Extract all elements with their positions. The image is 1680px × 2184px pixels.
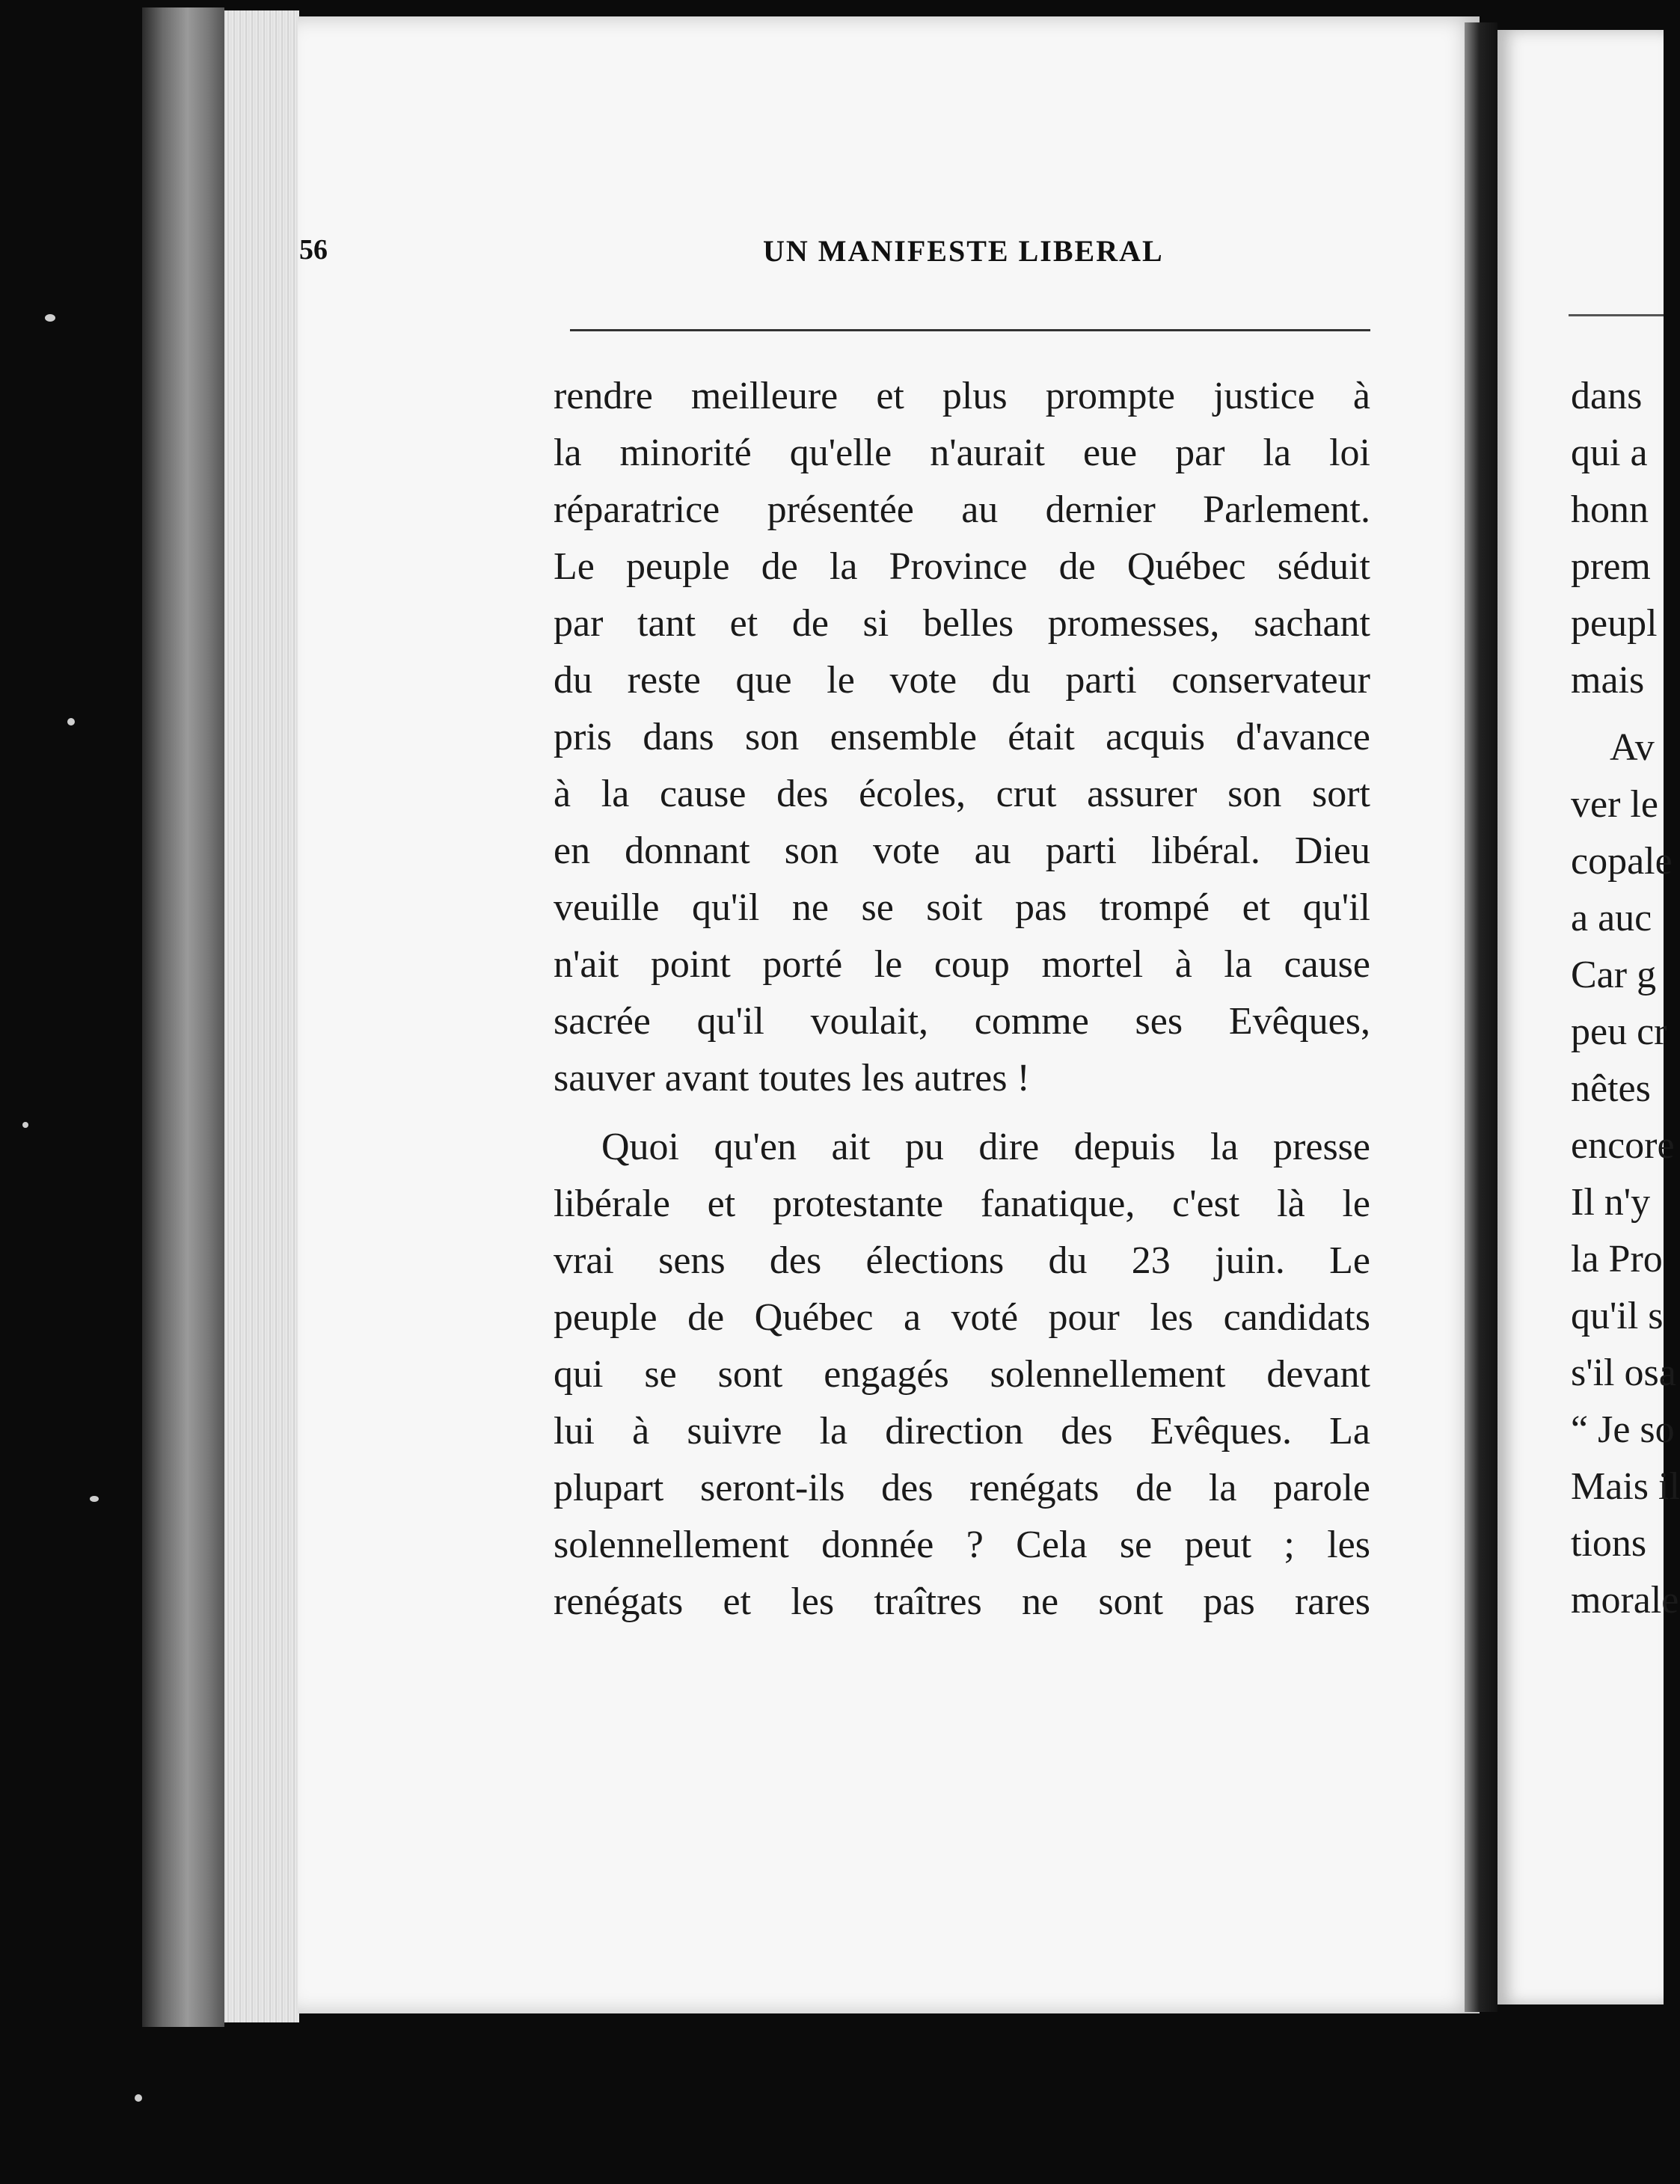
text-line: peu cr xyxy=(1571,1010,1667,1053)
text-line: peupl xyxy=(1571,602,1658,645)
text-line: qui a xyxy=(1571,432,1648,474)
text-line: tions xyxy=(1571,1522,1647,1565)
text-line: peuple de Québec a voté pour les candidats xyxy=(554,1296,1370,1339)
text-line: du reste que le vote du parti conservateur xyxy=(554,659,1370,702)
text-line: copale xyxy=(1571,840,1673,883)
text-line: nêtes xyxy=(1571,1067,1651,1110)
text-line: Car g xyxy=(1571,954,1657,996)
text-line: par tant et de si belles promesses, sachant xyxy=(554,602,1370,645)
text-line: sauver avant toutes les autres ! xyxy=(554,1057,1030,1099)
text-line: Mais il xyxy=(1571,1465,1680,1508)
scan-speck xyxy=(90,1496,99,1502)
text-line: Le peuple de la Province de Québec séduit xyxy=(554,545,1370,588)
scan-speck xyxy=(22,1122,28,1128)
text-line: vrai sens des élections du 23 juin. Le xyxy=(554,1239,1370,1282)
text-line: a auc xyxy=(1571,897,1652,939)
text-line: encore xyxy=(1571,1124,1675,1167)
text-line: morale xyxy=(1571,1579,1679,1622)
page-stack-edge xyxy=(224,10,299,2022)
text-line: solennellement donnée ? Cela se peut ; les xyxy=(554,1524,1370,1566)
text-line: pris dans son ensemble était acquis d'avance xyxy=(554,716,1370,758)
text-line: réparatrice présentée au dernier Parlement. xyxy=(554,488,1370,531)
text-line: dans xyxy=(1571,375,1643,417)
scan-speck xyxy=(45,314,55,322)
text-line: Quoi qu'en ait pu dire depuis la presse xyxy=(601,1126,1370,1168)
text-line: “ Je so xyxy=(1571,1408,1675,1451)
text-line: lui à suivre la direction des Evêques. La xyxy=(554,1410,1370,1453)
text-line: libérale et protestante fanatique, c'est là le xyxy=(554,1183,1370,1225)
text-line: ver le xyxy=(1571,783,1658,826)
running-title: UN MANIFESTE LIBERAL xyxy=(763,234,1164,268)
scan-speck xyxy=(67,718,75,726)
text-line: s'il osa xyxy=(1571,1352,1676,1394)
text-line: plupart seront-ils des renégats de la parole xyxy=(554,1467,1370,1509)
text-line: prem xyxy=(1571,545,1651,588)
page-number: 56 xyxy=(299,234,328,266)
text-line: honn xyxy=(1571,488,1649,531)
scan-speck xyxy=(135,2094,142,2102)
text-line: qu'il s xyxy=(1571,1295,1664,1337)
book-edge-shadow xyxy=(142,7,224,2027)
text-line: qui se sont engagés solennellement devant xyxy=(554,1353,1370,1396)
text-line: renégats et les traîtres ne sont pas rares xyxy=(554,1580,1370,1623)
text-line: sacrée qu'il voulait, comme ses Evêques, xyxy=(554,1000,1370,1043)
text-line: la Pro xyxy=(1571,1238,1663,1280)
header-rule xyxy=(1569,314,1664,316)
header-rule xyxy=(570,329,1370,331)
text-line: veuille qu'il ne se soit pas trompé et qu'il xyxy=(554,886,1370,929)
book-gutter xyxy=(1465,22,1497,2012)
right-page xyxy=(1497,30,1680,2004)
text-line: mais xyxy=(1571,659,1645,702)
text-line: la minorité qu'elle n'aurait eue par la loi xyxy=(554,432,1370,474)
text-line: en donnant son vote au parti libéral. Dieu xyxy=(554,829,1370,872)
text-line: Av xyxy=(1610,726,1655,769)
text-line: Il n'y xyxy=(1571,1181,1651,1224)
text-line: à la cause des écoles, crut assurer son sort xyxy=(554,773,1370,815)
text-line: n'ait point porté le coup mortel à la cause xyxy=(554,943,1370,986)
text-line: rendre meilleure et plus prompte justice à xyxy=(554,375,1370,417)
